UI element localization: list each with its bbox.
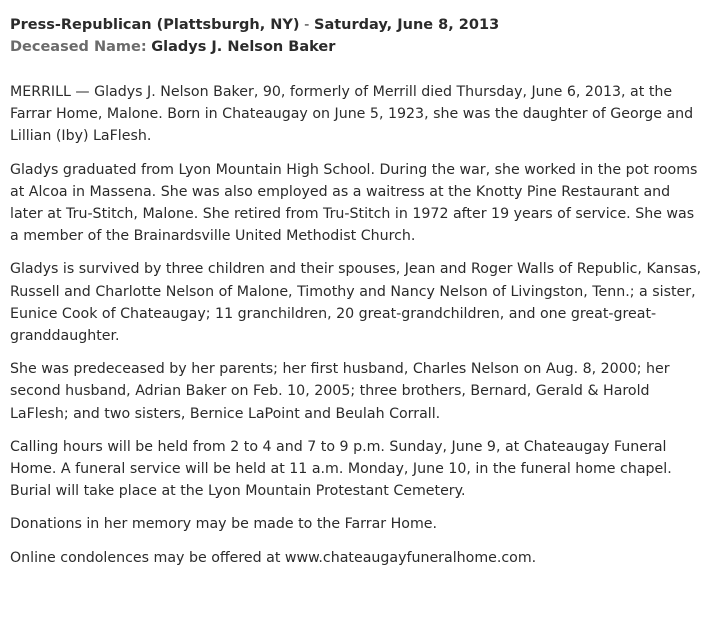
header-separator: -	[299, 17, 314, 33]
deceased-label: Deceased Name:	[10, 39, 147, 55]
deceased-name: Gladys J. Nelson Baker	[151, 39, 336, 55]
obituary-paragraph: Gladys graduated from Lyon Mountain High School. During the war, she worked in the pot rooms at Alcoa in Massena. She was also employed as a waitress at the Knotty Pine Restaurant and later at Tru-Stitch, Malone. She retired from Tru-Stitch in 1972 after 19 years of service. She was a member of the Brainardsville United Methodist Church.	[10, 161, 698, 245]
obituary-body	[10, 81, 706, 569]
obituary-paragraph: Online condolences may be offered at www.chateaugayfuneralhome.com.	[10, 549, 537, 566]
obituary-paragraph: She was predeceased by her parents; her first husband, Charles Nelson on Aug. 8, 2000; her second husband, Adrian Baker on Feb. 10, 2005; three brothers, Bernard, Gerald & Harold LaFlesh; and two sisters, Bernice LaPoint and Beulah Corrall.	[10, 361, 670, 422]
obituary-paragraph: MERRILL — Gladys J. Nelson Baker, 90, formerly of Merrill died Thursday, June 6, 2013, at the Farrar Home, Malone. Born in Chateaugay on June 5, 1923, she was the daughter of George and Lillian (Iby) LaFlesh.	[10, 84, 694, 145]
publication-header	[10, 14, 706, 36]
publication-name: Press-Republican (Plattsburgh, NY)	[10, 17, 300, 33]
deceased-name-line	[10, 36, 706, 58]
obituary-paragraph: Donations in her memory may be made to the Farrar Home.	[10, 516, 438, 533]
obituary-paragraph: Calling hours will be held from 2 to 4 and 7 to 9 p.m. Sunday, June 9, at Chateaugay Funeral Home. A funeral service will be held at 11 a.m. Monday, June 10, in the funeral home chapel. Burial will take place at the Lyon Mountain Protestant Cemetery.	[10, 438, 672, 500]
obituary-paragraph: Gladys is survived by three children and their spouses, Jean and Roger Walls of Republic, Kansas, Russell and Charlotte Nelson of Malone, Timothy and Nancy Nelson of Livingston, Tenn.; a sister, Eunice Cook of Chateaugay; 11 granchildren, 20 great-grandchildren, and one great-great-granddaughter.	[10, 261, 702, 345]
publication-date: Saturday, June 8, 2013	[314, 17, 500, 33]
